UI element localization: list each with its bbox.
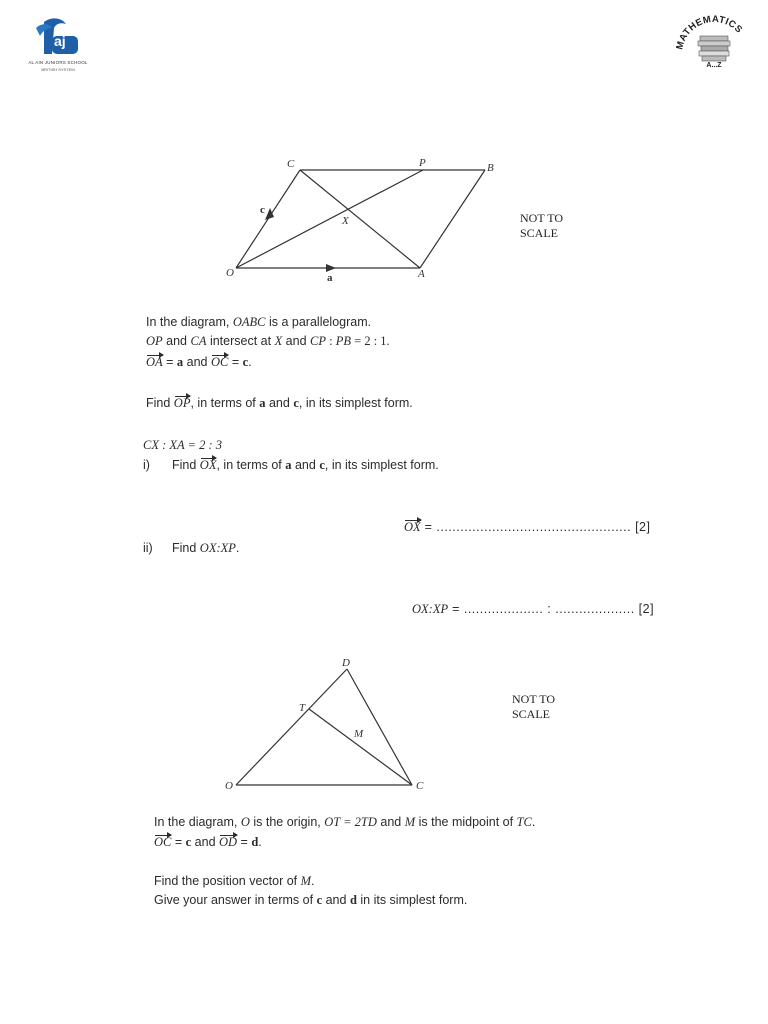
school-name: AL AIN JUNIORS SCHOOL <box>28 60 88 65</box>
q1-line-2 <box>146 334 390 349</box>
q1-eq-2: = <box>228 355 243 369</box>
q1-line-1-text: In the diagram, <box>146 315 233 329</box>
q2-give-and: and <box>322 893 350 907</box>
school-logo <box>22 16 94 76</box>
q2-eq-1: = <box>171 835 186 849</box>
bold-c: c <box>242 355 249 369</box>
label-o-point: O <box>225 780 233 792</box>
q1-and-3: and <box>183 355 211 369</box>
label-m-point: M <box>354 728 364 740</box>
maths-logo-sub: A...Z <box>706 62 722 69</box>
q2-and-2: and <box>191 835 219 849</box>
label-x-point: X <box>342 215 349 227</box>
vector-oc-2: OC <box>154 835 172 849</box>
triangle-diagram <box>220 652 430 797</box>
vector-ox: OX <box>199 458 217 472</box>
q1-dot: . <box>248 355 252 369</box>
q1-pb: PB <box>335 334 352 348</box>
find-op-end: , in its simplest form. <box>298 396 413 410</box>
find-op-a: a <box>259 396 266 410</box>
q2-ot-2td: OT = 2TD <box>324 815 377 829</box>
label-p-point: P <box>419 157 426 169</box>
q2-eq-2: = <box>237 835 252 849</box>
q1-line-1-math: OABC <box>232 315 266 329</box>
part-i-a: a <box>285 458 292 472</box>
q1-and-1: and <box>162 334 191 348</box>
side-dc <box>347 669 412 785</box>
answer-vector-ox: OX <box>404 520 421 534</box>
q2-bold-c: c <box>185 835 192 849</box>
q2-line-1-pre: In the diagram, <box>154 815 241 829</box>
bold-a: a <box>176 355 184 369</box>
q2-line-2-end: . <box>258 835 262 849</box>
vector-op: OP <box>173 396 191 410</box>
q1-line-1 <box>146 315 371 330</box>
q2-find-m-letter: M <box>300 874 312 888</box>
q2-find-m <box>154 874 315 889</box>
q2-tc: TC <box>516 815 532 829</box>
answer-line-ratio[interactable] <box>412 602 654 617</box>
q2-line-2 <box>154 835 262 850</box>
q1-intersect: intersect at <box>206 334 275 348</box>
q1-colon: : <box>326 334 336 348</box>
part-ii-end: . <box>235 541 240 555</box>
side-ab <box>420 170 485 268</box>
label-a-point: A <box>418 268 425 280</box>
label-vector-a: a <box>327 272 333 284</box>
q2-give-answer <box>154 893 467 908</box>
q2-give-d: d <box>349 893 357 907</box>
part-i-mid: , in terms of <box>216 458 286 472</box>
q1-cp: CP <box>310 334 326 348</box>
find-op-and: and <box>265 396 294 410</box>
label-o-point: O <box>226 267 234 279</box>
q1-ca: CA <box>190 334 207 348</box>
not-to-scale-2: NOT TO SCALE <box>512 692 556 721</box>
arrow-c-icon <box>265 208 274 220</box>
answer-ratio-blank[interactable]: = .................... : .................... [2] <box>448 602 655 616</box>
part-i-pre: Find <box>172 458 200 472</box>
label-c-point: C <box>287 158 295 170</box>
line-tc <box>309 709 412 785</box>
maths-logo <box>676 14 752 76</box>
q1-ratio: = 2 : 1. <box>351 334 390 348</box>
answer-ratio-math: OX:XP <box>412 602 449 616</box>
label-c-point: C <box>416 780 424 792</box>
part-ii-math: OX:XP <box>199 541 236 555</box>
arrow-a-icon <box>326 264 336 272</box>
q2-and-1: and <box>376 815 405 829</box>
line-op <box>236 170 423 268</box>
q1-op: OP <box>146 334 163 348</box>
find-op-mid: , in terms of <box>190 396 260 410</box>
q1-x: X <box>274 334 283 348</box>
q1-line-1-end: is a parallelogram. <box>265 315 372 329</box>
q2-line-1 <box>154 815 535 830</box>
vector-od: OD <box>219 835 238 849</box>
part-i-c: c <box>319 458 325 472</box>
answer-ox-blank[interactable]: = ................................................. [2] <box>420 520 651 534</box>
maths-logo-word: ATHEMATICS <box>677 14 745 44</box>
find-op-pre: Find <box>146 396 174 410</box>
part-ii-pre: Find <box>172 541 200 555</box>
q2-line-1-end: . <box>531 815 536 829</box>
q2-m: M <box>404 815 416 829</box>
line-ca <box>300 170 420 268</box>
vector-oc: OC <box>210 355 229 369</box>
q2-give-c: c <box>316 893 323 907</box>
not-to-scale-1: NOT TO SCALE <box>520 211 564 240</box>
vector-oa: OA <box>146 355 163 369</box>
q2-origin: is the origin, <box>249 815 325 829</box>
label-vector-c: c <box>260 204 265 216</box>
school-logo-mark: aj <box>54 33 66 49</box>
q1-and-2: and <box>282 334 311 348</box>
part-ii-number: ii) <box>143 541 153 555</box>
label-b-point: B <box>487 162 494 174</box>
side-od <box>236 669 347 785</box>
q2-o: O <box>240 815 250 829</box>
q1-ratio-cx-xa: CX : XA = 2 : 3 <box>143 438 223 452</box>
parallelogram-diagram <box>220 150 520 285</box>
q1-find-op <box>146 396 413 411</box>
school-system: BRITISH SYSTEM <box>41 67 75 72</box>
part-i-number: i) <box>143 458 150 472</box>
q1-line-3 <box>146 355 252 370</box>
find-op-c: c <box>293 396 299 410</box>
q1-part-ii <box>143 541 239 556</box>
part-i-and: and <box>291 458 320 472</box>
q1-eq-1: = <box>162 355 177 369</box>
label-t-point: T <box>299 702 306 714</box>
q2-midpoint: is the midpoint of <box>415 815 517 829</box>
q2-give-end: in its simplest form. <box>356 893 468 907</box>
label-d-point: D <box>342 657 350 669</box>
q2-give-pre: Give your answer in terms of <box>154 893 317 907</box>
part-i-end: , in its simplest form. <box>324 458 439 472</box>
q1-part-i <box>143 458 439 473</box>
q2-find-pre: Find the position vector of <box>154 874 301 888</box>
q2-bold-d: d <box>251 835 259 849</box>
answer-line-ox[interactable] <box>404 520 650 535</box>
q2-find-end: . <box>311 874 315 888</box>
